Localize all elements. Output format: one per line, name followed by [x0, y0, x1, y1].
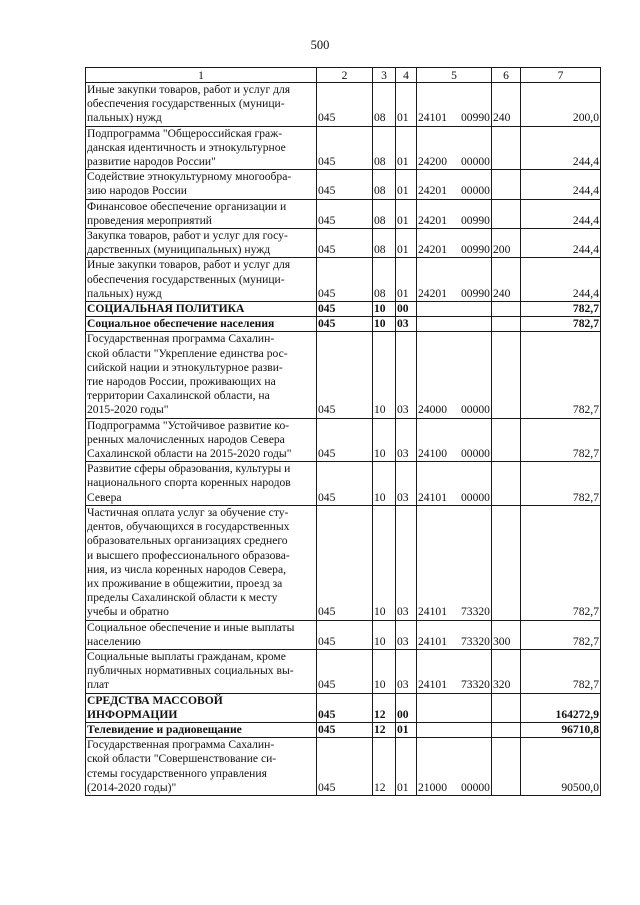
row-name-line: Развитие сферы образования, культуры и	[87, 462, 291, 476]
row-name-line: СОЦИАЛЬНАЯ ПОЛИТИКА	[87, 302, 245, 316]
row-name-line: пальных) нужд	[87, 286, 162, 300]
column-header: 1	[86, 68, 317, 83]
row-name-line: ской области "Укрепление единства рос-	[87, 346, 288, 360]
row-name-cell	[86, 722, 317, 737]
grbs-code-cell: 045	[317, 620, 373, 649]
budget-table	[85, 67, 601, 796]
row-name-line: СРЕДСТВА МАССОВОЙ	[87, 693, 223, 707]
target-article-program: 24101	[418, 490, 447, 504]
table-row	[86, 505, 601, 620]
row-name-line: развитие народов России"	[87, 155, 216, 169]
row-name-cell	[86, 620, 317, 649]
expense-type-cell	[492, 505, 521, 620]
expense-type-cell	[492, 693, 521, 722]
amount-cell: 244,4	[521, 229, 601, 258]
target-article-cell	[417, 258, 492, 302]
subsection-code-cell: 00	[396, 302, 417, 317]
column-header: 2	[317, 68, 373, 83]
row-name-cell	[86, 649, 317, 693]
row-name-cell	[86, 738, 317, 796]
expense-type-cell	[492, 317, 521, 332]
target-article-program: 24201	[418, 243, 447, 257]
target-article-direction: 00000	[460, 155, 490, 169]
target-article-program: 24200	[418, 155, 447, 169]
target-article-cell	[417, 620, 492, 649]
row-name-line: учебы и обратно	[87, 605, 169, 619]
target-article-program: 24101	[418, 605, 447, 619]
row-name-cell	[86, 258, 317, 302]
row-name-line: Содействие этнокультурному многообра-	[87, 170, 292, 184]
row-name-line: Закупка товаров, работ и услуг для госу-	[87, 229, 288, 243]
table-row	[86, 83, 601, 127]
expense-type-cell	[492, 738, 521, 796]
expense-type-cell: 240	[492, 258, 521, 302]
row-name-cell	[86, 229, 317, 258]
amount-cell: 244,4	[521, 126, 601, 170]
row-name-line: ренных малочисленных народов Севера	[87, 432, 285, 446]
row-name-line: национального спорта коренных народов	[87, 476, 291, 490]
row-name-line: Иные закупки товаров, работ и услуг для	[87, 83, 291, 96]
expense-type-cell	[492, 722, 521, 737]
subsection-code-cell: 01	[396, 738, 417, 796]
row-name-cell	[86, 418, 317, 462]
expense-type-cell	[492, 462, 521, 506]
target-article-cell	[417, 317, 492, 332]
subsection-code-cell: 01	[396, 170, 417, 199]
table-row	[86, 620, 601, 649]
amount-cell: 244,4	[521, 258, 601, 302]
subsection-code-cell: 01	[396, 722, 417, 737]
row-name-line: Государственная программа Сахалин-	[87, 738, 275, 752]
table-row	[86, 199, 601, 228]
section-code-cell: 10	[373, 505, 396, 620]
grbs-code-cell: 045	[317, 649, 373, 693]
row-name-line: 2015-2020 годы"	[87, 403, 169, 417]
target-article-cell	[417, 462, 492, 506]
row-name-line: пальных) нужд	[87, 111, 162, 125]
row-name-line: проведения мероприятий	[87, 213, 212, 227]
row-name-cell	[86, 693, 317, 722]
expense-type-cell	[492, 170, 521, 199]
grbs-code-cell: 045	[317, 332, 373, 418]
table-row	[86, 418, 601, 462]
expense-type-cell	[492, 332, 521, 418]
section-code-cell: 10	[373, 620, 396, 649]
row-name-cell	[86, 332, 317, 418]
row-name-line: Социальные выплаты гражданам, кроме	[87, 649, 286, 663]
table-row	[86, 317, 601, 332]
amount-cell: 244,4	[521, 199, 601, 228]
row-name-line: Телевидение и радиовещание	[87, 722, 242, 736]
table-row	[86, 722, 601, 737]
section-code-cell: 10	[373, 418, 396, 462]
section-code-cell: 08	[373, 229, 396, 258]
table-row	[86, 649, 601, 693]
amount-cell: 782,7	[521, 317, 601, 332]
subsection-code-cell: 01	[396, 258, 417, 302]
table-row	[86, 258, 601, 302]
row-name-line: обеспечения государственных (муници-	[87, 97, 285, 111]
row-name-line: ния, из числа коренных народов Севера,	[87, 562, 287, 576]
row-name-line: населению	[87, 634, 141, 648]
grbs-code-cell: 045	[317, 126, 373, 170]
target-article-direction: 73320	[460, 678, 490, 692]
row-name-line: дентов, обучающихся в государственных	[87, 520, 290, 534]
target-article-program: 24201	[418, 286, 447, 300]
grbs-code-cell: 045	[317, 418, 373, 462]
subsection-code-cell: 01	[396, 126, 417, 170]
table-row	[86, 332, 601, 418]
target-article-direction: 00000	[460, 447, 490, 461]
target-article-direction: 00000	[460, 403, 490, 417]
target-article-program: 24201	[418, 184, 447, 198]
subsection-code-cell: 03	[396, 649, 417, 693]
grbs-code-cell: 045	[317, 317, 373, 332]
row-name-cell	[86, 83, 317, 127]
target-article-direction: 00990	[460, 111, 490, 125]
target-article-direction: 00000	[460, 490, 490, 504]
grbs-code-cell: 045	[317, 693, 373, 722]
column-number-row	[86, 68, 601, 83]
target-article-cell	[417, 722, 492, 737]
row-name-line: данская идентичность и этнокультурное	[87, 140, 286, 154]
row-name-line: Финансовое обеспечение организации и	[87, 199, 287, 213]
row-name-cell	[86, 462, 317, 506]
table-row	[86, 738, 601, 796]
expense-type-cell: 240	[492, 83, 521, 127]
section-code-cell: 08	[373, 83, 396, 127]
row-name-cell	[86, 317, 317, 332]
row-name-line: ИНФОРМАЦИИ	[87, 707, 178, 721]
row-name-line: тие народов России, проживающих на	[87, 375, 276, 389]
table-row	[86, 126, 601, 170]
row-name-cell	[86, 170, 317, 199]
target-article-program: 21000	[418, 780, 447, 794]
grbs-code-cell: 045	[317, 302, 373, 317]
target-article-cell	[417, 229, 492, 258]
section-code-cell: 12	[373, 693, 396, 722]
row-name-cell	[86, 126, 317, 170]
target-article-cell	[417, 83, 492, 127]
amount-cell: 782,7	[521, 462, 601, 506]
target-article-cell	[417, 332, 492, 418]
amount-cell: 782,7	[521, 302, 601, 317]
column-header: 4	[396, 68, 417, 83]
grbs-code-cell: 045	[317, 462, 373, 506]
row-name-line: Частичная оплата услуг за обучение сту-	[87, 505, 289, 519]
row-name-line: дарственных (муниципальных) нужд	[87, 243, 271, 257]
section-code-cell: 10	[373, 332, 396, 418]
target-article-direction: 00990	[460, 213, 490, 227]
target-article-cell	[417, 302, 492, 317]
row-name-line: и высшего профессионального образова-	[87, 548, 290, 562]
target-article-direction: 00990	[460, 243, 490, 257]
grbs-code-cell: 045	[317, 738, 373, 796]
expense-type-cell: 300	[492, 620, 521, 649]
table-row	[86, 462, 601, 506]
row-name-line: Подпрограмма "Общероссийская граж-	[87, 126, 283, 140]
expense-type-cell	[492, 126, 521, 170]
section-code-cell: 12	[373, 722, 396, 737]
row-name-line: зию народов России	[87, 184, 187, 198]
target-article-program: 24101	[418, 678, 447, 692]
amount-cell: 244,4	[521, 170, 601, 199]
expense-type-cell	[492, 199, 521, 228]
table-body	[86, 83, 601, 796]
column-header: 3	[373, 68, 396, 83]
amount-cell: 782,7	[521, 418, 601, 462]
section-code-cell: 12	[373, 738, 396, 796]
column-header: 6	[492, 68, 521, 83]
section-code-cell: 10	[373, 302, 396, 317]
target-article-direction: 00990	[460, 286, 490, 300]
amount-cell: 90500,0	[521, 738, 601, 796]
page-number: 500	[310, 38, 330, 52]
target-article-cell	[417, 170, 492, 199]
target-article-program: 24000	[418, 403, 447, 417]
row-name-line: Социальное обеспечение и иные выплаты	[87, 620, 295, 634]
section-code-cell: 10	[373, 462, 396, 506]
target-article-direction: 73320	[460, 605, 490, 619]
target-article-program: 24100	[418, 447, 447, 461]
subsection-code-cell: 03	[396, 317, 417, 332]
table-row	[86, 170, 601, 199]
grbs-code-cell: 045	[317, 83, 373, 127]
subsection-code-cell: 01	[396, 199, 417, 228]
target-article-direction: 73320	[460, 634, 490, 648]
row-name-line: плат	[87, 678, 109, 692]
row-name-line: сийской нации и этнокультурное разви-	[87, 360, 283, 374]
subsection-code-cell: 03	[396, 418, 417, 462]
subsection-code-cell: 01	[396, 83, 417, 127]
section-code-cell: 10	[373, 317, 396, 332]
row-name-line: обеспечения государственных (муници-	[87, 272, 285, 286]
amount-cell: 782,7	[521, 505, 601, 620]
grbs-code-cell: 045	[317, 722, 373, 737]
subsection-code-cell: 01	[396, 229, 417, 258]
row-name-cell	[86, 302, 317, 317]
table-row	[86, 693, 601, 722]
row-name-line: Иные закупки товаров, работ и услуг для	[87, 258, 291, 272]
target-article-cell	[417, 738, 492, 796]
target-article-cell	[417, 693, 492, 722]
amount-cell: 200,0	[521, 83, 601, 127]
row-name-line: Социальное обеспечение населения	[87, 317, 275, 331]
grbs-code-cell: 045	[317, 229, 373, 258]
row-name-line: Подпрограмма "Устойчивое развитие ко-	[87, 418, 290, 432]
table-row	[86, 229, 601, 258]
row-name-line: ской области "Совершенствование си-	[87, 752, 277, 766]
subsection-code-cell: 03	[396, 505, 417, 620]
column-header: 5	[417, 68, 492, 83]
grbs-code-cell: 045	[317, 505, 373, 620]
expense-type-cell: 200	[492, 229, 521, 258]
expense-type-cell	[492, 418, 521, 462]
target-article-program: 24201	[418, 213, 447, 227]
amount-cell: 164272,9	[521, 693, 601, 722]
section-code-cell: 08	[373, 170, 396, 199]
target-article-cell	[417, 126, 492, 170]
table-row	[86, 302, 601, 317]
target-article-program: 24101	[418, 634, 447, 648]
amount-cell: 782,7	[521, 332, 601, 418]
row-name-line: образовательных организациях среднего	[87, 534, 288, 548]
row-name-line: Государственная программа Сахалин-	[87, 332, 275, 346]
row-name-line: Севера	[87, 490, 122, 504]
row-name-line: (2014-2020 годы)"	[87, 780, 177, 794]
column-header: 7	[521, 68, 601, 83]
row-name-line: публичных нормативных социальных вы-	[87, 664, 294, 678]
row-name-cell	[86, 505, 317, 620]
target-article-cell	[417, 418, 492, 462]
expense-type-cell	[492, 302, 521, 317]
row-name-line: территории Сахалинской области, на	[87, 389, 270, 403]
target-article-direction: 00000	[460, 184, 490, 198]
section-code-cell: 08	[373, 126, 396, 170]
grbs-code-cell: 045	[317, 258, 373, 302]
row-name-line: Сахалинской области на 2015-2020 годы"	[87, 447, 292, 461]
target-article-program: 24101	[418, 111, 447, 125]
amount-cell: 782,7	[521, 620, 601, 649]
amount-cell: 96710,8	[521, 722, 601, 737]
section-code-cell: 10	[373, 649, 396, 693]
grbs-code-cell: 045	[317, 199, 373, 228]
row-name-line: пределы Сахалинской области к месту	[87, 591, 278, 605]
section-code-cell: 08	[373, 258, 396, 302]
target-article-direction: 00000	[460, 780, 490, 794]
target-article-cell	[417, 649, 492, 693]
subsection-code-cell: 03	[396, 620, 417, 649]
section-code-cell: 08	[373, 199, 396, 228]
grbs-code-cell: 045	[317, 170, 373, 199]
subsection-code-cell: 03	[396, 462, 417, 506]
row-name-cell	[86, 199, 317, 228]
row-name-line: их проживание в общежитии, проезд за	[87, 576, 283, 590]
subsection-code-cell: 03	[396, 332, 417, 418]
expense-type-cell: 320	[492, 649, 521, 693]
subsection-code-cell: 00	[396, 693, 417, 722]
amount-cell: 782,7	[521, 649, 601, 693]
target-article-cell	[417, 199, 492, 228]
row-name-line: стемы государственного управления	[87, 766, 267, 780]
target-article-cell	[417, 505, 492, 620]
